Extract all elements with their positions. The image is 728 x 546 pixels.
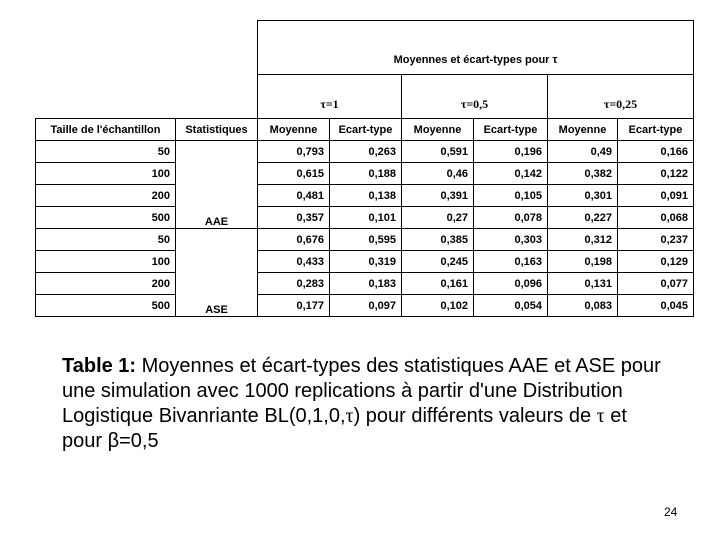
tau-header: τ=0,5 [402,75,548,119]
value-cell: 0,054 [474,295,548,317]
value-cell: 0,595 [330,229,402,251]
value-cell: 0,433 [258,251,330,273]
value-cell: 0,46 [402,163,474,185]
table-caption [62,354,672,454]
statistic-cell [176,273,258,295]
table-row [36,295,694,317]
value-cell: 0,263 [330,141,402,163]
value-cell: 0,096 [474,273,548,295]
value-cell: 0,078 [474,207,548,229]
table-row [36,273,694,295]
results-table [35,20,694,317]
value-cell: 0,382 [548,163,618,185]
caption-text: Moyennes et écart-types des statistiques AAE et ASE pour une simulation avec 1000 replications à partir d'une Distribution Logistique Bivanriante BL(0,1,0, [62,355,661,427]
caption-tau: τ [345,405,354,427]
table-row [36,207,694,229]
sample-size-cell: 500 [36,295,176,317]
value-cell: 0,077 [618,273,694,295]
table-row [36,229,694,251]
value-cell: 0,591 [402,141,474,163]
sample-size-cell: 100 [36,251,176,273]
value-cell: 0,198 [548,251,618,273]
value-cell: 0,068 [618,207,694,229]
value-cell: 0,091 [618,185,694,207]
statistic-cell [176,141,258,163]
statistic-cell [176,185,258,207]
table-row [36,163,694,185]
value-cell: 0,102 [402,295,474,317]
value-cell: 0,312 [548,229,618,251]
column-header: Ecart-type [474,119,548,141]
value-cell: 0,163 [474,251,548,273]
value-cell: 0,161 [402,273,474,295]
table-body [36,141,694,317]
value-cell: 0,391 [402,185,474,207]
table-row [36,251,694,273]
statistic-cell: AAE [176,207,258,229]
sample-size-cell: 200 [36,185,176,207]
value-cell: 0,129 [618,251,694,273]
column-header: Ecart-type [618,119,694,141]
table-row [36,141,694,163]
value-cell: 0,303 [474,229,548,251]
value-cell: 0,138 [330,185,402,207]
value-cell: 0,083 [548,295,618,317]
statistic-cell [176,163,258,185]
value-cell: 0,196 [474,141,548,163]
value-cell: 0,385 [402,229,474,251]
statistic-cell [176,251,258,273]
caption-tau: τ [596,405,605,427]
value-cell: 0,301 [548,185,618,207]
caption-label: Table 1: [62,355,137,377]
sample-size-cell: 500 [36,207,176,229]
column-header: Statistiques [176,119,258,141]
table-row [36,185,694,207]
value-cell: 0,283 [258,273,330,295]
value-cell: 0,183 [330,273,402,295]
column-header: Moyenne [258,119,330,141]
value-cell: 0,237 [618,229,694,251]
sample-size-cell: 50 [36,141,176,163]
value-cell: 0,27 [402,207,474,229]
value-cell: 0,793 [258,141,330,163]
page-number: 24 [664,505,678,519]
value-cell: 0,676 [258,229,330,251]
column-header: Ecart-type [330,119,402,141]
caption-text: ) pour différents valeurs de [353,405,597,427]
column-header: Taille de l'échantillon [36,119,176,141]
sample-size-cell: 50 [36,229,176,251]
value-cell: 0,481 [258,185,330,207]
value-cell: 0,105 [474,185,548,207]
value-cell: 0,097 [330,295,402,317]
value-cell: 0,357 [258,207,330,229]
tau-header: τ=1 [258,75,402,119]
value-cell: 0,122 [618,163,694,185]
value-cell: 0,245 [402,251,474,273]
tau-header: τ=0,25 [548,75,694,119]
caption-text: et pour β=0,5 [62,405,627,452]
sample-size-cell: 200 [36,273,176,295]
value-cell: 0,188 [330,163,402,185]
value-cell: 0,177 [258,295,330,317]
value-cell: 0,045 [618,295,694,317]
column-header: Moyenne [402,119,474,141]
sample-size-cell: 100 [36,163,176,185]
value-cell: 0,319 [330,251,402,273]
value-cell: 0,227 [548,207,618,229]
statistic-cell [176,229,258,251]
value-cell: 0,49 [548,141,618,163]
group-header: Moyennes et écart-types pour τ [258,21,694,75]
value-cell: 0,131 [548,273,618,295]
column-header-row [36,119,694,141]
value-cell: 0,142 [474,163,548,185]
value-cell: 0,615 [258,163,330,185]
column-header: Moyenne [548,119,618,141]
value-cell: 0,101 [330,207,402,229]
value-cell: 0,166 [618,141,694,163]
statistic-cell: ASE [176,295,258,317]
